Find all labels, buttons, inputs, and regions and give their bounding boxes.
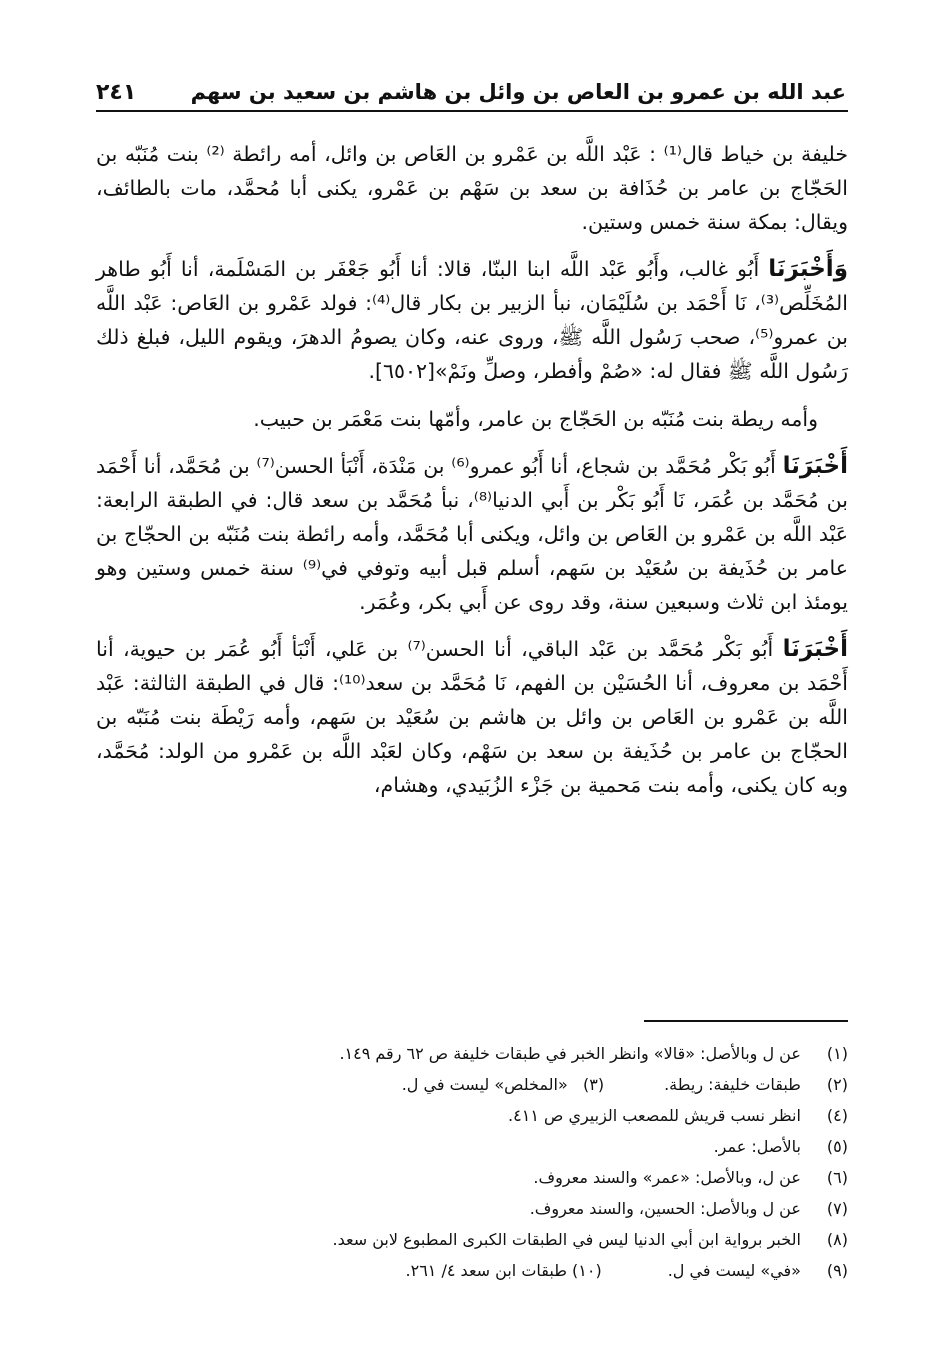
paragraph-2 [96, 253, 848, 388]
footnote-7 [96, 1193, 848, 1224]
footnote-number: (٢) [826, 1075, 848, 1094]
footnote-number: (٧) [826, 1199, 848, 1218]
footnote-number: (٩) [826, 1261, 848, 1280]
footnote-text: انظر نسب قريش للمصعب الزبيري ص ٤١١. [508, 1106, 801, 1125]
paragraph-lead: أَخْبَرَنَا [782, 636, 849, 663]
footnote-divider [644, 1020, 848, 1022]
footnote-number: (٦) [826, 1168, 848, 1187]
footnote-text: طبقات خليفة: ريطة. [664, 1075, 801, 1094]
book-page [96, 76, 848, 1316]
paragraph-text: أَبُو بَكْر مُحَمَّد بن شجاع، أنا أَبُو عمرو⁽⁶⁾ بن مَنْدَة، أَنْبَأ الحسن⁽⁷⁾ بن مُحَمَّد، أنا أَحْمَد بن مُحَمَّد بن عُمَر، نَا أَبُو بَكْر بن أَبي الدنيا⁽⁸⁾، نبأ مُحَمَّد بن سعد قال: في الطبقة الرابعة: عَبْد اللَّه بن عَمْرو بن العَاص بن وائل، ويكنى أبا مُحَمَّد، وأمه رائطة بنت مُنَبّه بن الحجّاج بن عامر بن حُذَيفة بن سُعَيْد بن سَهم، أسلم قبل أبيه وتوفي في⁽⁹⁾ سنة خمس وستين وهو يومئذ ابن ثلاث وسبعين سنة، وقد روى عن أَبي بكر، وعُمَر. [96, 454, 848, 614]
running-header [96, 76, 848, 112]
footnote-number: (٣) [583, 1075, 605, 1094]
footnote-8 [96, 1224, 848, 1255]
footnote-10 [406, 1255, 602, 1286]
footnote-number: (١٠) [572, 1261, 602, 1280]
footnote-1 [96, 1038, 848, 1069]
footnotes [96, 1038, 848, 1286]
footnote-text: الخبر برواية ابن أبي الدنيا ليس في الطبقات الكبرى المطبوع لابن سعد. [332, 1230, 801, 1249]
paragraph-text: أَبُو غالب، وأَبُو عَبْد اللَّه ابنا البنّا، قالا: أنا أَبُو جَعْفَر بن المَسْلَمة، أنا أَبُو طاهر المُخَلِّص⁽³⁾، نَا أَحْمَد بن سُلَيْمَان، نبأ الزبير بن بكار قال⁽⁴⁾: فولد عَمْرو بن العَاص: عَبْد اللَّه بن عمرو⁽⁵⁾، صحب رَسُول اللَّه ﷺ، وروى عنه، وكان يصومُ الدهرَ، ويقوم الليل، فبلغ ذلك رَسُول اللَّه ﷺ فقال له: «صُمْ وأفطر، وصلِّ ونَمْ»[٦٥٠٢]. [96, 257, 849, 383]
footnote-3 [402, 1069, 604, 1100]
footnote-text: بالأصل: عمر. [713, 1137, 801, 1156]
footnote-text: «في» ليست في ل. [667, 1261, 801, 1280]
paragraph-1 [96, 138, 848, 239]
footnote-number: (٥) [826, 1137, 848, 1156]
footnote-text: طبقات ابن سعد ٤/ ٢٦١. [405, 1261, 567, 1280]
footnote-6 [96, 1162, 848, 1193]
footnote-number: (١) [826, 1044, 848, 1063]
footnote-text: عن ل، وبالأصل: «عمر» والسند معروف. [533, 1168, 801, 1187]
paragraph-lead: وَأَخْبَرَنَا [768, 256, 848, 283]
footnote-text: عن ل وبالأصل: «قالا» وانظر الخبر في طبقات خليفة ص ٦٢ رقم ١٤٩. [339, 1044, 801, 1063]
header-title: عبد الله بن عمرو بن العاص بن وائل بن هاشم بن سعيد بن سهم [190, 80, 846, 104]
footnote-5 [96, 1131, 848, 1162]
footnote-9 [96, 1255, 848, 1286]
paragraph-lead: أَخْبَرَنَا [782, 453, 848, 480]
footnote-number: (٨) [826, 1230, 848, 1249]
main-text [96, 138, 848, 816]
paragraph-text: أَبُو بَكْر مُحَمَّد بن عَبْد الباقي، أنا الحسن⁽⁷⁾ بن عَلي، أَنْبَأ أَبُو عُمَر بن حيوية، أنا أَحْمَد بن معروف، أنا الحُسَيْن بن الفهم، نَا مُحَمَّد بن سعد⁽¹⁰⁾: قال في الطبقة الثالثة: عَبْد اللَّه بن عَمْرو بن العَاص بن وائل بن هاشم بن سُعَيْد بن سَهم، وأمه رَيْطَة بنت مُنَبّه بن الحجّاج بن عامر بن حُذَيفة بن سعد بن سَهْم، وكان لعَبْد اللَّه بن عَمْرو من الولد: مُحَمَّد، وبه كان يكنى، وأمه بنت مَحمية بن جَزْء الزُبَيدي، وهشام، [96, 637, 848, 797]
paragraph-3 [96, 403, 848, 437]
paragraph-text: وأمه ريطة بنت مُنَبّه بن الحَجّاج بن عامر، وأمّها بنت مَعْمَر بن حبيب. [253, 406, 818, 431]
footnote-text: «المخلص» ليست في ل. [401, 1075, 568, 1094]
page-number: ٢٤١ [96, 80, 137, 105]
footnote-2 [96, 1069, 848, 1100]
footnote-4 [96, 1100, 848, 1131]
footnote-number: (٤) [826, 1106, 848, 1125]
footnote-text: عن ل وبالأصل: الحسين، والسند معروف. [529, 1199, 801, 1218]
paragraph-4 [96, 450, 848, 619]
paragraph-text: خليفة بن خياط قال⁽¹⁾ : عَبْد اللَّه بن عَمْرو بن العَاص بن وائل، أمه رائطة ⁽²⁾ بنت مُنَبّه بن الحَجّاج بن عامر بن حُذَافة بن سعد بن سَهْم بن عَمْرو، يكنى أبا مُحمَّد، مات بالطائف، ويقال: بمكة سنة خمس وستين. [96, 142, 848, 234]
paragraph-5 [96, 633, 848, 802]
